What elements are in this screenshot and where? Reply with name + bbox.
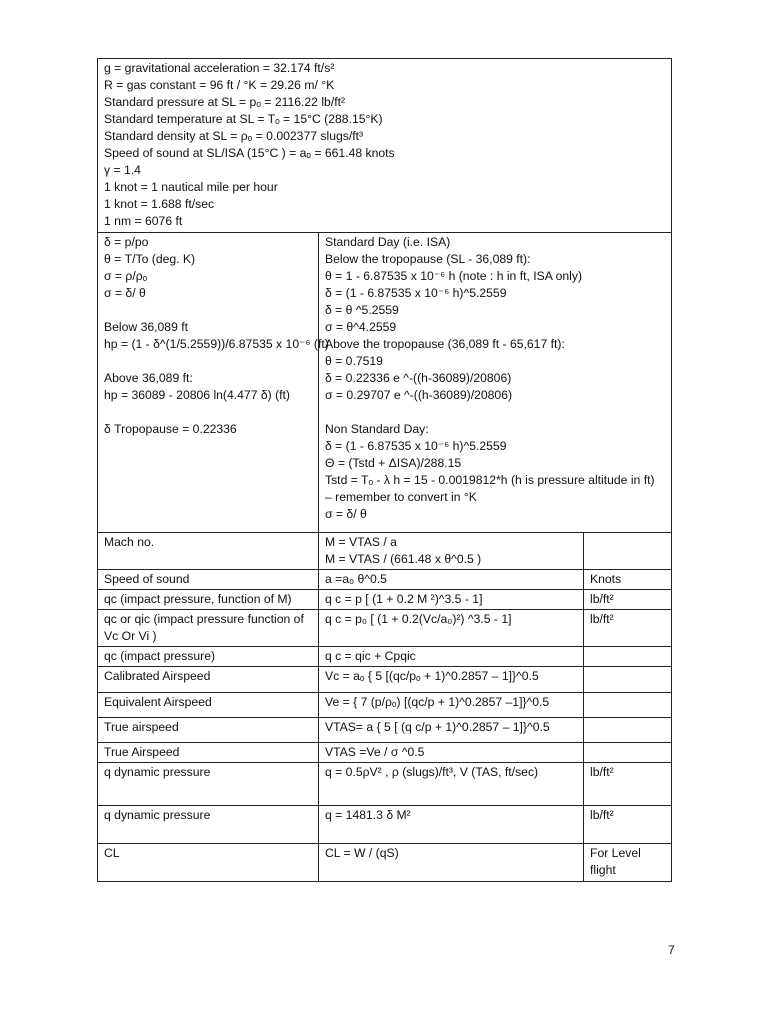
table-row (98, 647, 672, 667)
constant-line: R = gas constant = 96 ft / °K = 29.26 m/ °K (104, 78, 335, 92)
ratio-line: Below the tropopause (SL - 36,089 ft): (325, 252, 531, 266)
table-row (98, 693, 672, 718)
ratio-line: σ = θ^4.2559 (325, 320, 397, 334)
ratio-line: σ = δ/ θ (104, 286, 146, 300)
constant-line: Speed of sound at SL/ISA (15°C ) = aₒ = 661.48 knots (104, 146, 395, 160)
row-unit (584, 718, 672, 743)
formula-line: M = VTAS / a (325, 535, 397, 549)
row-label: qc (impact pressure) (98, 647, 319, 667)
row-unit: lb/ft² (584, 763, 672, 806)
ratio-line: σ = δ/ θ (325, 507, 367, 521)
row-label: True airspeed (98, 718, 319, 743)
ratio-line: – remember to convert in °K (325, 490, 477, 504)
ratio-line: Non Standard Day: (325, 422, 429, 436)
ratio-line: δ = θ ^5.2559 (325, 303, 399, 317)
row-label: True Airspeed (98, 743, 319, 763)
row-label: Calibrated Airspeed (98, 667, 319, 693)
row-formula: Ve = { 7 (p/ρₒ) [(qc/p + 1)^0.2857 –1]}^0.5 (319, 693, 584, 718)
ratio-line: θ = 1 - 6.87535 x 10⁻⁶ h (note : h in ft, ISA only) (325, 269, 583, 283)
row-formula: q c = p₀ [ (1 + 0.2(Vc/a₀)²) ^3.5 - 1] (319, 610, 584, 647)
ratio-line: δ = (1 - 6.87535 x 10⁻⁶ h)^5.2559 (325, 286, 507, 300)
table-row (98, 718, 672, 743)
ratio-line: σ = ρ/ρₒ (104, 269, 148, 283)
row-formula: VTAS= a { 5 [ (q c/p + 1)^0.2857 – 1]}^0.5 (319, 718, 584, 743)
row-unit (584, 533, 672, 570)
ratio-line: Θ = (Tstd + ΔISA)/288.15 (325, 456, 462, 470)
ratios-left-cell (98, 233, 329, 533)
row-label: Speed of sound (98, 570, 319, 590)
constant-line: 1 nm = 6076 ft (104, 214, 183, 228)
ratio-line: θ = T/To (deg. K) (104, 252, 196, 266)
mach-row (98, 533, 672, 570)
table-row (98, 844, 672, 882)
constant-line: Standard density at SL = ρₒ = 0.002377 slugs/ft³ (104, 129, 364, 143)
ratio-line: hp = 36089 - 20806 ln(4.477 δ) (ft) (104, 388, 290, 402)
row-unit: For Level flight (584, 844, 672, 882)
row-formula: a =a₀ θ^0.5 (319, 570, 584, 590)
row-label: q dynamic pressure (98, 763, 319, 806)
row-unit: Knots (584, 570, 672, 590)
row-unit (584, 693, 672, 718)
constant-line: γ = 1.4 (104, 163, 141, 177)
constants-row (98, 59, 672, 233)
table-row (98, 610, 672, 647)
constants-cell (98, 59, 672, 233)
row-formula (319, 533, 584, 570)
row-formula: VTAS =Ve / σ ^0.5 (319, 743, 584, 763)
row-label: q dynamic pressure (98, 806, 319, 844)
row-label: Equivalent Airspeed (98, 693, 319, 718)
ratios-row (98, 233, 672, 533)
constant-line: Standard pressure at SL = pₒ = 2116.22 lb/ft² (104, 95, 346, 109)
formula-table (97, 58, 672, 882)
constant-line: 1 knot = 1 nautical mile per hour (104, 180, 278, 194)
row-unit (584, 743, 672, 763)
ratio-line: θ = 0.7519 (325, 354, 383, 368)
ratio-line: δ = p/po (104, 235, 149, 249)
page-number: 7 (668, 943, 675, 957)
ratios-right-cell (319, 233, 672, 533)
constant-line: 1 knot = 1.688 ft/sec (104, 197, 215, 211)
row-unit (584, 667, 672, 693)
row-unit (584, 647, 672, 667)
ratio-line: hp = (1 - δ^(1/5.2559))/6.87535 x 10⁻⁶ (ft) (104, 337, 329, 351)
table-row (98, 806, 672, 844)
row-label: qc (impact pressure, function of M) (98, 590, 319, 610)
constant-line: g = gravitational acceleration = 32.174 ft/s² (104, 61, 335, 75)
row-formula: q = 0.5ρV² , ρ (slugs)/ft³, V (TAS, ft/sec) (319, 763, 584, 806)
row-unit: lb/ft² (584, 610, 672, 647)
table-row (98, 763, 672, 806)
table-row (98, 590, 672, 610)
row-formula: q c = qic + Cpqic (319, 647, 584, 667)
row-formula: q c = p [ (1 + 0.2 M ²)^3.5 - 1] (319, 590, 584, 610)
formula-line: M = VTAS / (661.48 x θ^0.5 ) (325, 552, 482, 566)
ratio-line: Tstd = Tₒ - λ h = 15 - 0.0019812*h (h is pressure altitude in ft) (325, 473, 655, 487)
row-label: Mach no. (98, 533, 319, 570)
ratio-line: Below 36,089 ft (104, 320, 189, 334)
row-unit: lb/ft² (584, 590, 672, 610)
constant-line: Standard temperature at SL = Tₒ = 15°C (288.15°K) (104, 112, 383, 126)
ratio-line: δ Tropopause = 0.22336 (104, 422, 237, 436)
row-formula: q = 1481.3 δ M² (319, 806, 584, 844)
ratio-line: δ = 0.22336 e ^-((h-36089)/20806) (325, 371, 512, 385)
ratio-line: Above 36,089 ft: (104, 371, 193, 385)
ratio-line: σ = 0.29707 e ^-((h-36089)/20806) (325, 388, 513, 402)
row-label: CL (98, 844, 319, 882)
row-unit: lb/ft² (584, 806, 672, 844)
table-row (98, 743, 672, 763)
ratio-line: δ = (1 - 6.87535 x 10⁻⁶ h)^5.2559 (325, 439, 507, 453)
table-row (98, 570, 672, 590)
ratio-line: Standard Day (i.e. ISA) (325, 235, 451, 249)
row-formula: Vc = aₒ { 5 [(qc/pₒ + 1)^0.2857 – 1]}^0.5 (319, 667, 584, 693)
row-label: qc or qic (impact pressure function of Vc Or Vi ) (98, 610, 319, 647)
table-row (98, 667, 672, 693)
row-formula: CL = W / (qS) (319, 844, 584, 882)
ratio-line: Above the tropopause (36,089 ft - 65,617 ft): (325, 337, 565, 351)
